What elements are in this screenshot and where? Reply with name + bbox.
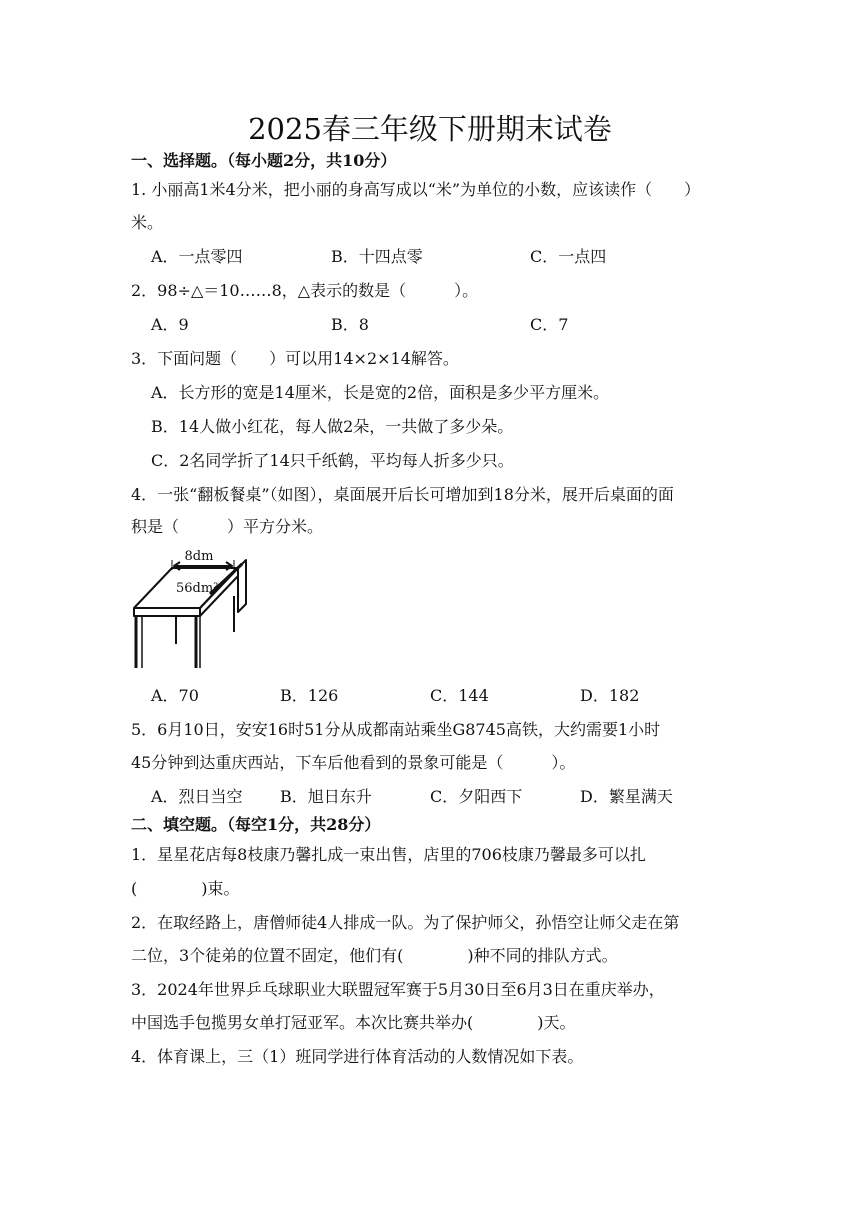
q1-stem-line2: 米。 xyxy=(131,213,164,232)
q4-option-c: C．144 xyxy=(430,686,489,705)
q5-option-d: D．繁星满天 xyxy=(580,787,673,806)
q2-stem: 2．98÷△＝10……8，△表示的数是（ ）。 xyxy=(131,281,479,300)
q4-stem-line2: 积是（ ）平方分米。 xyxy=(131,517,324,536)
q3-stem: 3．下面问题（ ）可以用14×2×14解答。 xyxy=(131,349,459,368)
fill-q4-line1: 4．体育课上，三（1）班同学进行体育活动的人数情况如下表。 xyxy=(131,1047,584,1066)
q1-stem-line1: 1. 小丽高1米4分米，把小丽的身高写成以“米”为单位的小数，应该读作（ ） xyxy=(131,180,701,199)
q2-option-a: A．9 xyxy=(151,315,189,334)
fill-q2-line1: 2．在取经路上，唐僧师徒4人排成一队。为了保护师父，孙悟空让师父走在第 xyxy=(131,913,680,932)
q5-stem-line2: 45分钟到达重庆西站，下车后他看到的景象可能是（ ）。 xyxy=(131,753,576,772)
q5-option-c: C．夕阳西下 xyxy=(430,787,523,806)
q2-option-b: B．8 xyxy=(331,315,369,334)
q4-option-a: A．70 xyxy=(151,686,199,705)
fill-q3-line1: 3．2024年世界乒乓球职业大联盟冠军赛于5月30日至6月3日在重庆举办， xyxy=(131,980,665,999)
q1-option-b: B．十四点零 xyxy=(331,247,423,266)
section-heading-fill: 二、填空题。（每空1分，共28分） xyxy=(131,815,381,834)
page-title: 2025春三年级下册期末试卷 xyxy=(248,112,612,146)
area-label: 56dm² xyxy=(176,581,219,596)
width-label: 8dm xyxy=(184,549,214,564)
q2-option-c: C．7 xyxy=(530,315,569,334)
q1-option-a: A．一点零四 xyxy=(151,247,243,266)
q4-option-b: B．126 xyxy=(280,686,339,705)
fill-q1-line2: ( )束。 xyxy=(131,879,240,898)
fill-q3-line2: 中国选手包揽男女单打冠亚军。本次比赛共举办( )天。 xyxy=(131,1013,576,1032)
q5-option-b: B．旭日东升 xyxy=(280,787,372,806)
q5-stem-line1: 5．6月10日，安安16时51分从成都南站乘坐G8745高铁，大约需要1小时 xyxy=(131,720,661,739)
section-heading-choice: 一、选择题。（每小题2分，共10分） xyxy=(131,151,397,170)
q1-option-c: C．一点四 xyxy=(530,247,607,266)
fill-q2-line2: 二位，3个徒弟的位置不固定，他们有( )种不同的排队方式。 xyxy=(131,946,618,965)
q3-option-c: C．2名同学折了14只千纸鹤，平均每人折多少只。 xyxy=(151,451,514,470)
fill-q1-line1: 1．星星花店每8枝康乃馨扎成一束出售，店里的706枝康乃馨最多可以扎 xyxy=(131,845,646,864)
q5-option-a: A．烈日当空 xyxy=(151,787,243,806)
folding-table-figure xyxy=(126,546,254,672)
table-front-edge xyxy=(134,608,200,616)
q4-option-d: D．182 xyxy=(580,686,640,705)
q3-option-b: B．14人做小红花，每人做2朵，一共做了多少朵。 xyxy=(151,417,514,436)
q3-option-a: A．长方形的宽是14厘米，长是宽的2倍，面积是多少平方厘米。 xyxy=(151,383,610,402)
q4-stem-line1: 4．一张“翻板餐桌”（如图），桌面展开后长可增加到18分米，展开后桌面的面 xyxy=(131,485,674,504)
